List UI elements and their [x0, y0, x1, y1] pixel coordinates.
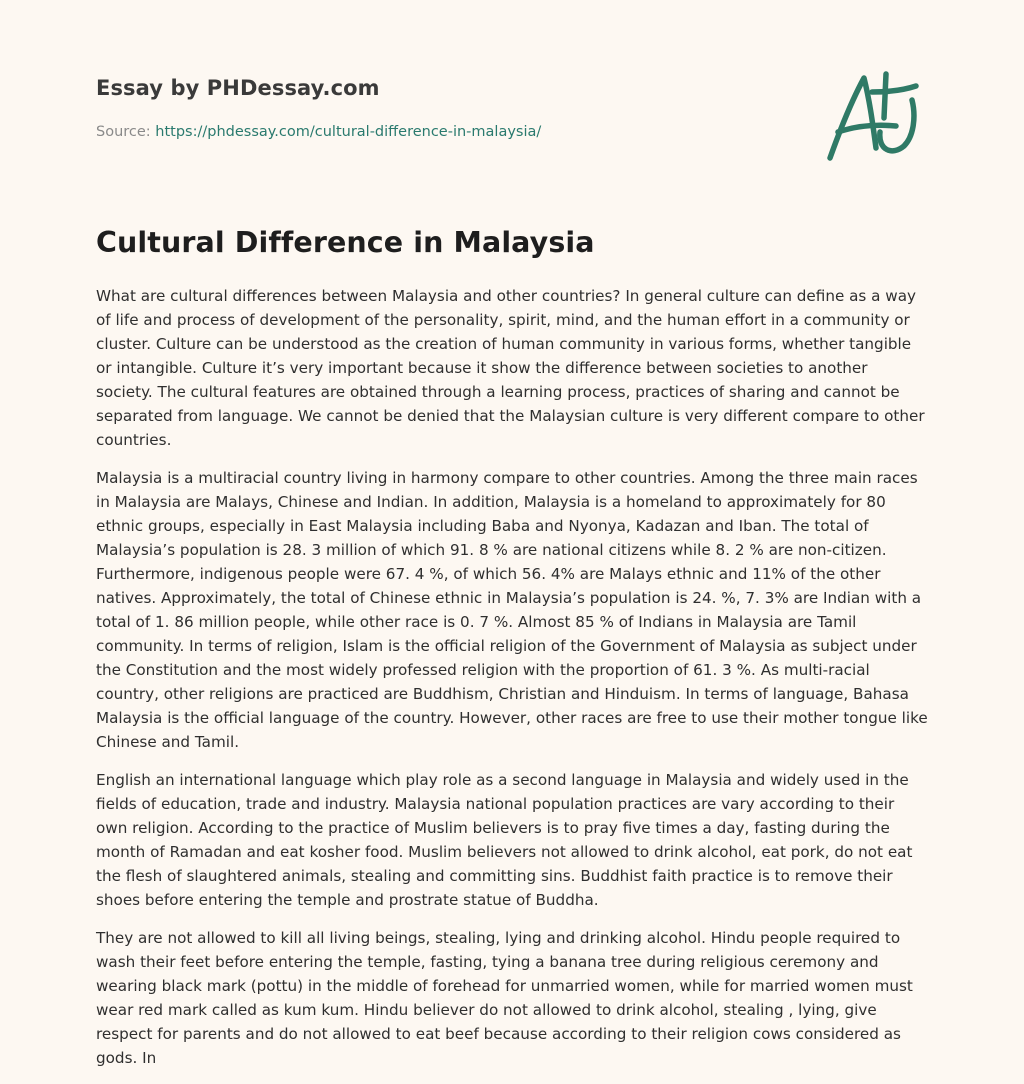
source-label: Source: [96, 124, 156, 140]
essay-paragraph: English an international language which play role as a second language in Malaysia and widely used in the fields of education, trade and industry. Malaysia national population practices are vary according to their own religion. According to the practice of Muslim believers is to pray five times a day, fasting during the month of Ramadan and eat kosher food. Muslim believers not allowed to drink alcohol, eat pork, do not eat the flesh of slaughtered animals, stealing and committing sins. Buddhist faith practice is to remove their shoes before entering the temple and prostrate statue of Buddha. [96, 771, 913, 909]
essay-body [96, 284, 928, 1084]
page-header [96, 0, 928, 200]
essay-paragraph: Malaysia is a multiracial country living in harmony compare to other countries. Among the three main races in Malaysia are Malays, Chinese and Indian. In addition, Malaysia is a homeland to approximately for 80 ethnic groups, especially in East Malaysia including Baba and Nyonya, Kadazan and Iban. The total of Malaysia’s population is 28. 3 million of which 91. 8 % are national citizens while 8. 2 % are non-citizen. Furthermore, indigenous people were 67. 4 %, of which 56. 4% are Malays ethnic and 11% of the other natives. Approximately, the total of Chinese ethnic in Malaysia’s population is 24. %, 7. 3% are Indian with a total of 1. 86 million people, while other race is 0. 7 %. Almost 85 % of Indians in Malaysia are Tamil community. In terms of religion, Islam is the official religion of the Government of Malaysia as subject under the Constitution and the most widely professed religion with the proportion of 61. 3 %. As multi-racial country, other religions are practiced are Buddhism, Christian and Hinduism. In terms of language, Bahasa Malaysia is the official language of the country. However, other races are free to use their mother tongue like Chinese and Tamil. [96, 469, 928, 751]
essay-page [96, 0, 928, 1067]
source-link[interactable]: https://phdessay.com/cultural-difference-in-malaysia/ [155, 124, 542, 140]
a-plus-logo-icon [826, 66, 926, 166]
essay-title: Cultural Difference in Malaysia [96, 226, 595, 259]
essay-paragraph: What are cultural differences between Malaysia and other countries? In general culture can define as a way of life and process of development of the personality, spirit, mind, and the human effort in a community or cluster. Culture can be understood as the creation of human community in various forms, whether tangible or intangible. Culture it’s very important because it show the difference between societies to another society. The cultural features are obtained through a learning process, practices of sharing and cannot be separated from language. We cannot be denied that the Malaysian culture is very different compare to other countries. [96, 287, 925, 449]
essay-paragraph: They are not allowed to kill all living beings, stealing, lying and drinking alcohol. Hindu people required to wash their feet before entering the temple, fasting, tying a banana tree during religious ceremony and wearing black mark (pottu) in the middle of forehead for unmarried women, while for married women must wear red mark called as kum kum. Hindu believer do not allowed to drink alcohol, stealing , lying, give respect for parents and do not allowed to eat beef because according to their religion cows considered as gods. In [96, 929, 913, 1067]
source-line [96, 124, 541, 140]
site-title: Essay by PHDessay.com [96, 76, 380, 100]
